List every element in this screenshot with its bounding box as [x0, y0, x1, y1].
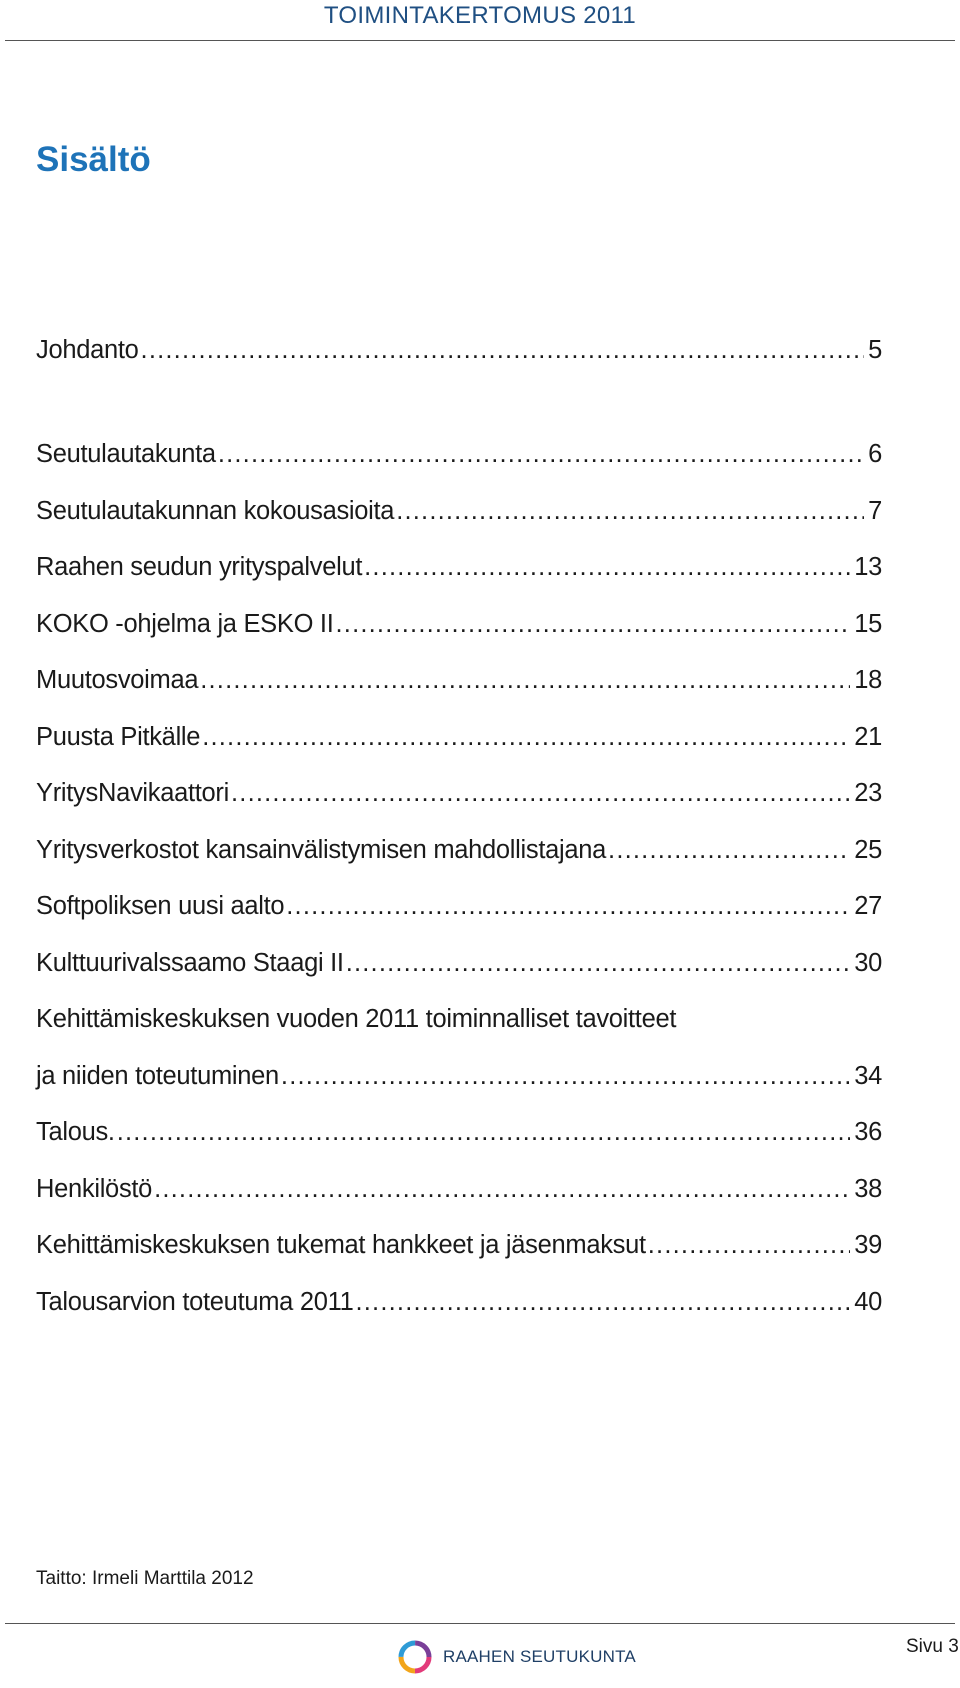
toc-entry-title: Talous. [36, 1118, 115, 1146]
toc-entry-title: Yritysverkostot kansainvälistymisen mahdollistajana [36, 836, 607, 864]
toc-entry-page: 21 [854, 723, 882, 751]
toc-entry-henkilosto[interactable] [36, 1175, 882, 1215]
toc-leader-dots [154, 1175, 850, 1204]
toc-leader-dots [202, 723, 850, 752]
toc-entry-title: Kehittämiskeskuksen tukemat hankkeet ja jäsenmaksut [36, 1231, 646, 1259]
toc-entry-muutosvoimaa[interactable] [36, 666, 882, 706]
toc-entry-title: Raahen seudun yrityspalvelut [36, 553, 363, 581]
toc-entry-yritysnavikaattori[interactable] [36, 779, 882, 819]
toc-entry-yrityspalvelut[interactable] [36, 553, 882, 593]
toc-entry-softpoliksen[interactable] [36, 892, 882, 932]
toc-leader-dots [396, 497, 864, 526]
toc-entry-title: YritysNavikaattori [36, 779, 229, 807]
toc-entry-title: Henkilöstö [36, 1175, 153, 1203]
toc-entry-page: 13 [854, 553, 882, 581]
toc-entry-talous[interactable] [36, 1118, 882, 1158]
toc-entry-kokousasioita[interactable] [36, 497, 882, 537]
toc-entry-page: 34 [854, 1062, 882, 1090]
toc-entry-tavoitteet-line1[interactable]: Kehittämiskeskuksen vuoden 2011 toiminnalliset tavoitteet [36, 1005, 677, 1033]
organization-logo [395, 1637, 636, 1677]
toc-entry-page: 39 [854, 1231, 882, 1259]
toc-entry-title: KOKO -ohjelma ja ESKO II [36, 610, 334, 638]
toc-leader-dots [281, 1062, 850, 1091]
toc-entry-page: 38 [854, 1175, 882, 1203]
toc-entry-seutulautakunta[interactable] [36, 440, 882, 480]
toc-leader-dots [608, 836, 850, 865]
toc-entry-page: 7 [868, 497, 882, 525]
toc-entry-puusta-pitkalle[interactable] [36, 723, 882, 763]
toc-leader-dots [141, 336, 865, 365]
toc-entry-page: 18 [854, 666, 882, 694]
toc-entry-title: Seutulautakunta [36, 440, 216, 468]
footer-divider [5, 1623, 955, 1624]
page-number: Sivu 3 [906, 1636, 959, 1657]
toc-leader-dots [355, 1288, 850, 1317]
toc-entry-page: 23 [854, 779, 882, 807]
toc-entry-page: 40 [854, 1288, 882, 1316]
toc-entry-title: Puusta Pitkälle [36, 723, 201, 751]
toc-leader-dots [336, 610, 851, 639]
toc-leader-dots [648, 1231, 850, 1260]
toc-entry-page: 27 [854, 892, 882, 920]
toc-leader-dots [117, 1118, 851, 1147]
toc-entry-page: 15 [854, 610, 882, 638]
toc-entry-koko-ohjelma[interactable] [36, 610, 882, 650]
toc-entry-page: 30 [854, 949, 882, 977]
toc-entry-page: 36 [854, 1118, 882, 1146]
document-header-title: TOIMINTAKERTOMUS 2011 [323, 2, 637, 29]
toc-entry-page: 5 [868, 336, 882, 364]
logo-ring-icon [395, 1637, 435, 1677]
toc-entry-title: Muutosvoimaa [36, 666, 199, 694]
layout-credit: Taitto: Irmeli Marttila 2012 [36, 1568, 254, 1589]
logo-text: RAAHEN SEUTUKUNTA [443, 1647, 636, 1666]
toc-entry-kulttuurivalssaamo[interactable] [36, 949, 882, 989]
toc-heading: Sisältö [36, 140, 151, 179]
toc-leader-dots [200, 666, 850, 695]
table-of-contents [36, 0, 882, 1688]
toc-entry-johdanto[interactable] [36, 336, 882, 376]
toc-entry-page: 25 [854, 836, 882, 864]
toc-leader-dots [364, 553, 850, 582]
toc-entry-tavoitteet[interactable] [36, 1062, 882, 1102]
toc-entry-yritysverkostot[interactable] [36, 836, 882, 876]
toc-entry-title: ja niiden toteutuminen [36, 1062, 279, 1090]
toc-entry-page: 6 [868, 440, 882, 468]
toc-leader-dots [346, 949, 851, 978]
toc-entry-hankkeet[interactable] [36, 1231, 882, 1271]
toc-entry-title: Softpoliksen uusi aalto [36, 892, 285, 920]
toc-leader-dots [218, 440, 864, 469]
toc-leader-dots [231, 779, 850, 808]
toc-entry-talousarvio[interactable] [36, 1288, 882, 1328]
toc-entry-title: Johdanto [36, 336, 139, 364]
toc-entry-title: Talousarvion toteutuma 2011 [36, 1288, 354, 1316]
toc-entry-title: Kulttuurivalssaamo Staagi II [36, 949, 344, 977]
toc-entry-title: Seutulautakunnan kokousasioita [36, 497, 395, 525]
toc-leader-dots [286, 892, 850, 921]
